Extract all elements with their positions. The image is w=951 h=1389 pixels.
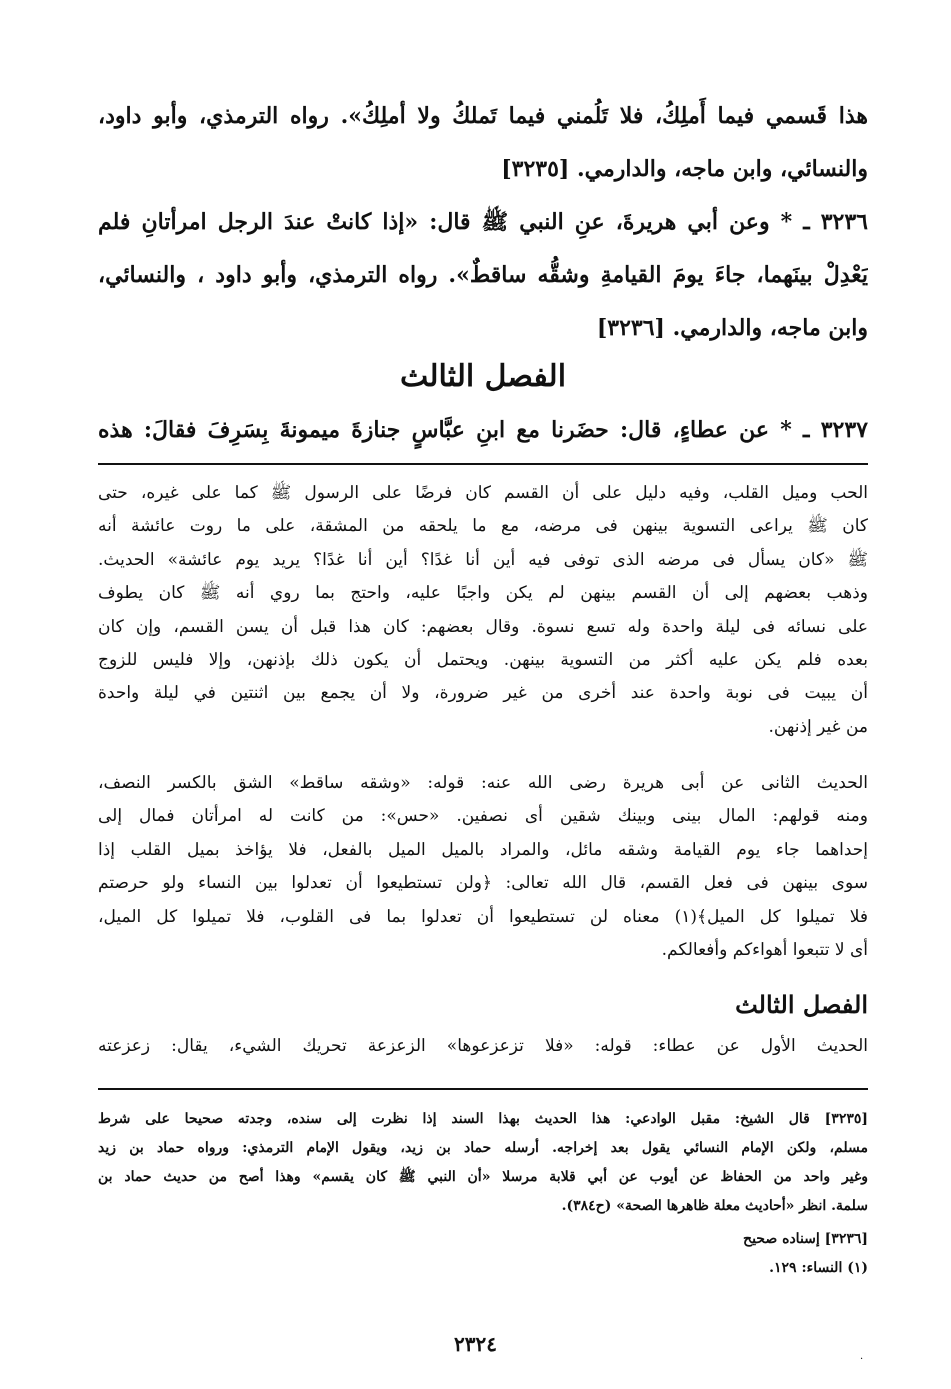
main-line: ٣٢٣٧ ـ * عن عطاءٍ، قال: حضَرنا مع ابنِ عبَّاسٍ جنازةَ ميمونةَ بِسَرِفَ فقالَ: هذه: [98, 417, 868, 443]
commentary-section-title: الفصل الثالث: [735, 990, 868, 1019]
commentary-line: الحب وميل القلب، وفيه دليل على أن القسم كان فرضًا على الرسول ﷺ كما على غيره، حتى: [98, 483, 868, 503]
commentary-line: بعده فلم يكن عليه أكثر من التسوية بينهن. ويحتمل أن يكون ذلك بإذنهن، وإلا فليس للزوج: [98, 649, 868, 670]
footnote-divider: [98, 1088, 868, 1090]
main-text-bottom: [98, 404, 868, 457]
footnote-line: [٣٢٣٦] إسناده صحيح: [743, 1231, 868, 1247]
commentary-line: ﷺ «كان يسأل فى مرضه الذى توفى فيه أين أنا غدًا؟ أين أنا غدًا؟ يريد يوم عائشة» الحديث.: [98, 549, 868, 570]
commentary-line: الحديث الأول عن عطاء: قوله: «فلا تزعزعوها» الزعزعة تحريك الشيء، يقال: زعزعته: [98, 1036, 868, 1056]
main-line: ٣٢٣٦ ـ * وعن أبي هريرةَ، عنِ النبي ﷺ قال: «إذا كانتْ عندَ الرجل امرأتانِ فلم: [98, 209, 868, 235]
footnote-line: سلمة. انظر «أحاديث معلة ظاهرها الصحة» (ح٣٨٤).: [561, 1198, 868, 1214]
main-line: هذا قَسمي فيما أَملِكُ، فلا تَلُمني فيما تَملكُ ولا أملِكُ». رواه الترمذي، وأبو داود،: [98, 103, 868, 129]
commentary-para-2: [98, 767, 868, 967]
commentary-para-1: [98, 477, 868, 744]
page-number: ٢٣٢٤: [454, 1332, 497, 1356]
footnote-3235: [98, 1105, 868, 1221]
commentary-line: من غير إذنهن.: [768, 716, 868, 737]
footnote-line: وغير واحد من الحفاظ عن أيوب عن أبي قلابة مرسلا «أن النبي ﷺ كان يقسم» وهذا أصح من حديث حماد بن: [98, 1169, 868, 1185]
main-line: والنسائي، وابن ماجه، والدارمي. [٣٢٣٥]: [501, 156, 868, 182]
commentary-line: كان ﷺ يراعى التسوية بينهن فى مرضه، مع ما يلحقه من المشقة، على ما روت عائشة أنه: [98, 516, 868, 537]
commentary-line: ومنه قولهم: المال بينى وبينك شقين أى نصفين. «حس»: من كانت له امرأتان فمال إلى: [98, 806, 868, 827]
commentary-para-3: [98, 1030, 868, 1063]
section-title: الفصل الثالث: [399, 359, 567, 394]
commentary-line: إحداهما جاء يوم القيامة وشقه مائل، والمراد بالميل الميل بالفعل، فلا يؤاخذ بميل القلب إذا: [98, 839, 868, 860]
commentary-line: سوى بينهن فى فعل القسم، قال الله تعالى: ﴿ولن تستطيعوا أن تعدلوا بين النساء ولو حرصتم: [98, 873, 868, 894]
scan-speck: ·: [860, 1354, 864, 1365]
footnote-3236: [98, 1225, 868, 1283]
footnote-line: (١) النساء: ١٢٩.: [769, 1260, 868, 1276]
commentary-line: أى لا تتبعوا أهواءكم وأفعالكم.: [661, 939, 868, 960]
commentary-line: على نسائه فى ليلة واحدة وله تسع نسوة. وقال بعضهم: كان هذا قبل أن يسن القسم، وإن كان: [98, 616, 868, 637]
footnote-line: مسلم، ولكن الإمام النسائي يقول بعد إخراجه. أرسله حماد بن زيد، ويقول الإمام الترمذي: ورواه حماد بن زيد: [98, 1140, 868, 1156]
main-line: يَعْدِلْ بينَهما، جاءَ يومَ القيامةِ وشقُّه ساقطٌ». رواه الترمذي، وأبو داود ، والنسائي،: [98, 262, 868, 288]
commentary-line: أن يبيت فى نوبة واحدة عند أخرى من غير ضرورة، ولا أن يجمع بين اثنتين في ليلة واحدة: [98, 683, 868, 704]
main-divider: [98, 463, 868, 465]
main-text-top: [98, 90, 868, 355]
commentary-line: وذهب بعضهم إلى أن القسم بينهن لم يكن واجبًا عليه، واحتج بما روي أنه ﷺ كان يطوف: [98, 583, 868, 604]
main-line: وابن ماجه، والدارمي. [٣٢٣٦]: [596, 315, 868, 341]
commentary-line: فلا تميلوا كل الميل﴾(١) معناه لن تستطيعوا أن تعدلوا بما فى القلوب، فلا تميلوا كل الميل،: [98, 906, 868, 927]
footnote-line: [٣٢٣٥] قال الشيخ: مقبل الوادعي: هذا الحديث بهذا السند إذا نظرت إلى سنده، وجدته صحيحا على شرط: [98, 1111, 868, 1127]
commentary-line: الحديث الثانى عن أبى هريرة رضى الله عنه: قوله: «وشقه ساقط» الشق بالكسر النصف،: [98, 773, 868, 793]
